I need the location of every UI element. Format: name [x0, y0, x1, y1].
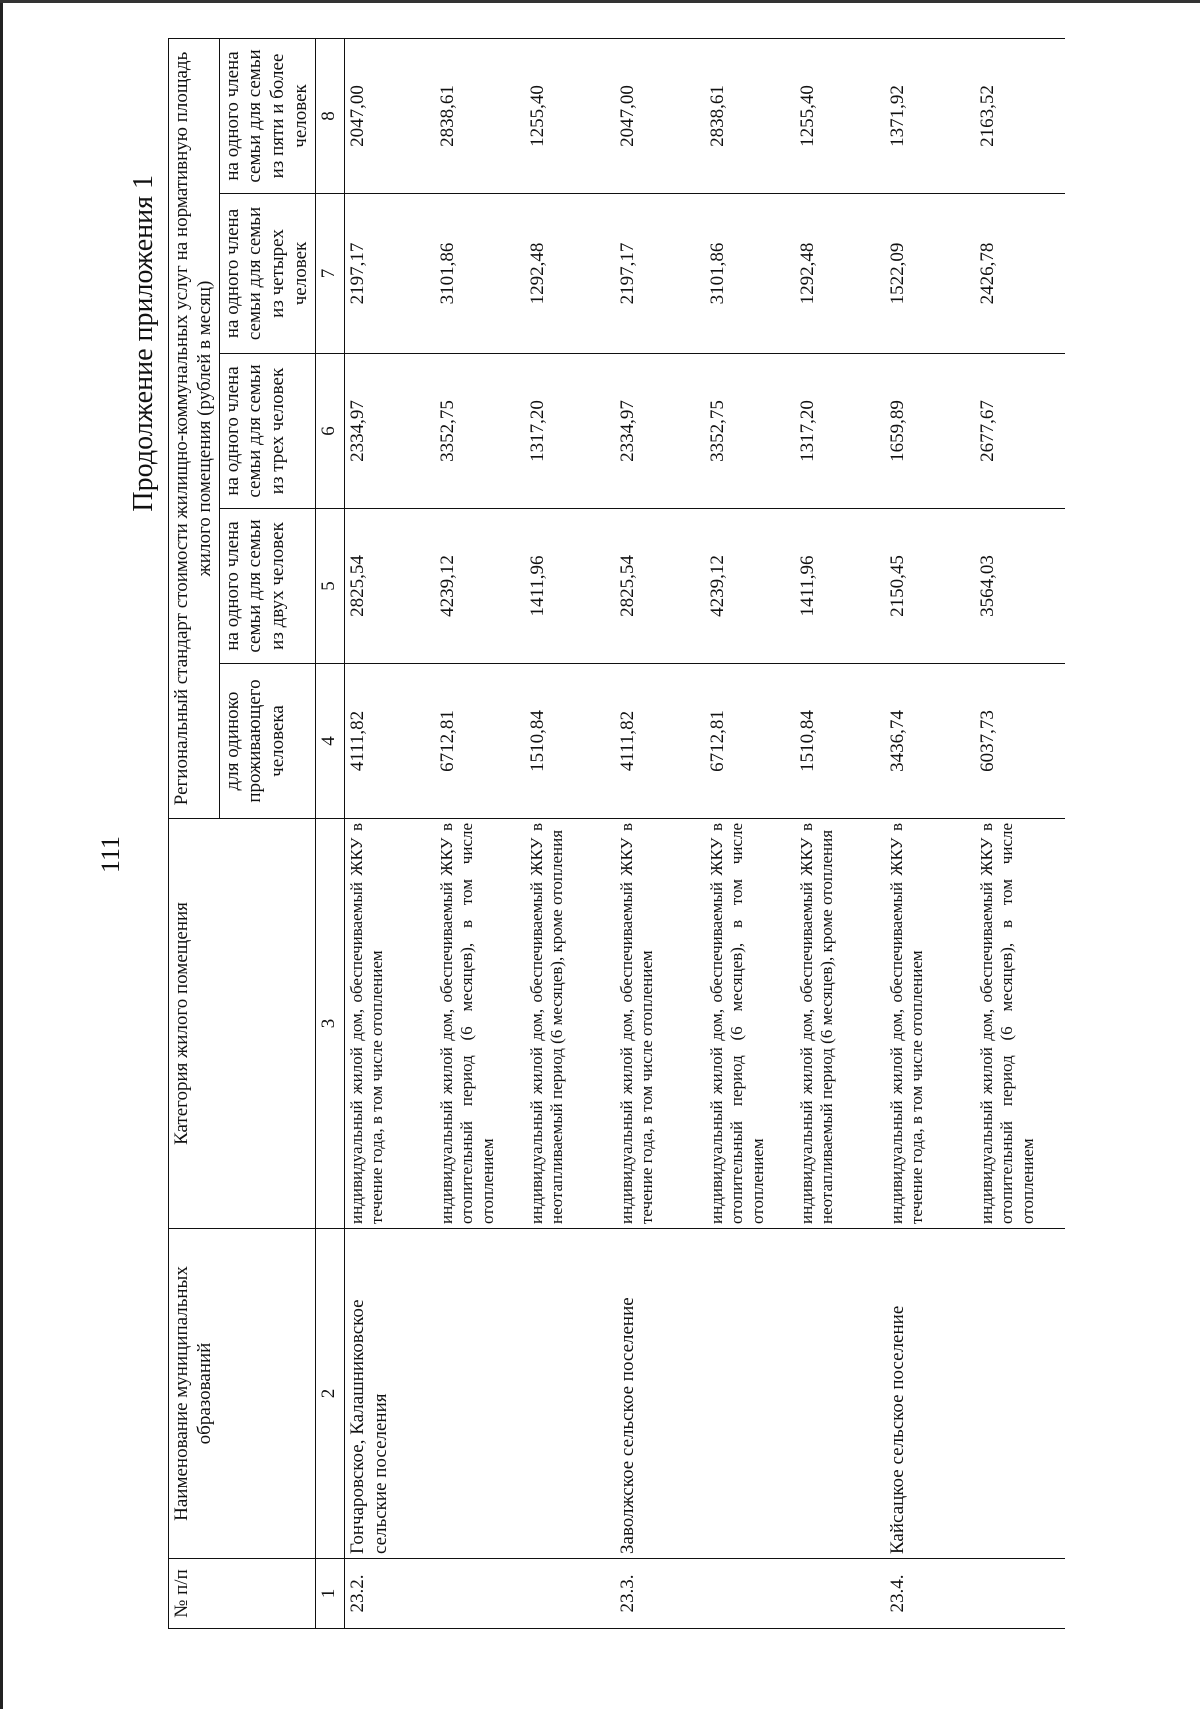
- value-cell: 1317,20: [525, 354, 615, 509]
- value-cell: 3352,75: [705, 354, 795, 509]
- value-cell: 2334,97: [615, 354, 705, 509]
- municipality-name: [975, 1229, 1065, 1559]
- header-sub: на одного члена семьи для семьи из двух человек: [219, 509, 315, 664]
- value-cell: 3101,86: [705, 194, 795, 354]
- value-cell: 1659,89: [885, 354, 975, 509]
- table-row: [615, 38, 705, 1628]
- header-sub: для одиноко проживающего человека: [219, 664, 315, 819]
- value-cell: 2047,00: [615, 38, 705, 193]
- table-row: [705, 38, 795, 1628]
- row-number: [975, 1559, 1065, 1629]
- housing-category: индивидуальный жилой дом, обеспечиваемый ЖКУ в течение года, в том числе отоплением: [885, 819, 975, 1229]
- value-cell: 2677,67: [975, 354, 1065, 509]
- housing-category: индивидуальный жилой дом, обеспечиваемый ЖКУ в неотапливаемый период (6 месяцев), кроме отопления: [525, 819, 615, 1229]
- column-index: 4: [315, 664, 344, 819]
- value-cell: 4111,82: [615, 664, 705, 819]
- value-cell: 1255,40: [795, 38, 885, 193]
- value-cell: 4239,12: [435, 509, 525, 664]
- value-cell: 3101,86: [435, 194, 525, 354]
- value-cell: 2163,52: [975, 38, 1065, 193]
- value-cell: 2334,97: [344, 354, 435, 509]
- value-cell: 2197,17: [344, 194, 435, 354]
- value-cell: 3436,74: [885, 664, 975, 819]
- value-cell: 1371,92: [885, 38, 975, 193]
- municipality-name: Заволжское сельское поселение: [615, 1229, 705, 1559]
- table-row: [344, 38, 435, 1628]
- row-number: 23.4.: [885, 1559, 975, 1629]
- standards-table: [168, 38, 1065, 1629]
- housing-category: индивидуальный жилой дом, обеспечиваемый ЖКУ в отопительный период (6 месяцев), в том числе отоплением: [435, 819, 525, 1229]
- column-index: 2: [315, 1229, 344, 1559]
- column-index: 7: [315, 194, 344, 354]
- municipality-name: [705, 1229, 795, 1559]
- row-number: [705, 1559, 795, 1629]
- row-number: [435, 1559, 525, 1629]
- header-num: № п/п: [169, 1559, 316, 1629]
- header-sub: на одного члена семьи для семьи из пяти и более человек: [219, 38, 315, 193]
- value-cell: 1522,09: [885, 194, 975, 354]
- column-index: 3: [315, 819, 344, 1229]
- value-cell: 6712,81: [435, 664, 525, 819]
- housing-category: индивидуальный жилой дом, обеспечиваемый ЖКУ в неотапливаемый период (6 месяцев), кроме отопления: [795, 819, 885, 1229]
- column-index: 1: [315, 1559, 344, 1629]
- column-index: 5: [315, 509, 344, 664]
- row-number: 23.3.: [615, 1559, 705, 1629]
- value-cell: 3352,75: [435, 354, 525, 509]
- value-cell: 2426,78: [975, 194, 1065, 354]
- value-cell: 2197,17: [615, 194, 705, 354]
- value-cell: 1292,48: [525, 194, 615, 354]
- value-cell: 1292,48: [795, 194, 885, 354]
- page-caption: Продолжение приложения 1: [128, 175, 159, 512]
- table-row: [525, 38, 615, 1628]
- header-sub: на одного члена семьи для семьи из трех человек: [219, 354, 315, 509]
- value-cell: 1255,40: [525, 38, 615, 193]
- value-cell: 1411,96: [525, 509, 615, 664]
- value-cell: 2825,54: [615, 509, 705, 664]
- housing-category: индивидуальный жилой дом, обеспечиваемый ЖКУ в течение года, в том числе отоплением: [615, 819, 705, 1229]
- value-cell: 4111,82: [344, 664, 435, 819]
- header-name: Наименование муниципальных образований: [169, 1229, 316, 1559]
- housing-category: индивидуальный жилой дом, обеспечиваемый ЖКУ в отопительный период (6 месяцев), в том числе отоплением: [975, 819, 1065, 1229]
- header-category: Категория жилого помещения: [169, 819, 316, 1229]
- municipality-name: Кайсацкое сельское поселение: [885, 1229, 975, 1559]
- value-cell: 1510,84: [525, 664, 615, 819]
- table-row: [435, 38, 525, 1628]
- header-sub: на одного члена семьи для семьи из четырех человек: [219, 194, 315, 354]
- header-standard: Региональный стандарт стоимости жилищно-коммунальных услуг на нормативную площадь жилого помещения (рублей в месяц): [169, 38, 220, 818]
- value-cell: 1411,96: [795, 509, 885, 664]
- value-cell: 1510,84: [795, 664, 885, 819]
- housing-category: индивидуальный жилой дом, обеспечиваемый ЖКУ в течение года, в том числе отоплением: [344, 819, 435, 1229]
- value-cell: 1317,20: [795, 354, 885, 509]
- value-cell: 2150,45: [885, 509, 975, 664]
- value-cell: 2047,00: [344, 38, 435, 193]
- value-cell: 4239,12: [705, 509, 795, 664]
- table-row: [885, 38, 975, 1628]
- value-cell: 2838,61: [435, 38, 525, 193]
- column-index: 6: [315, 354, 344, 509]
- housing-category: индивидуальный жилой дом, обеспечиваемый ЖКУ в отопительный период (6 месяцев), в том числе отоплением: [705, 819, 795, 1229]
- municipality-name: [795, 1229, 885, 1559]
- page-number: 111: [96, 835, 125, 874]
- row-number: [795, 1559, 885, 1629]
- row-number: 23.2.: [344, 1559, 435, 1629]
- value-cell: 3564,03: [975, 509, 1065, 664]
- column-index: 8: [315, 38, 344, 193]
- value-cell: 2838,61: [705, 38, 795, 193]
- row-number: [525, 1559, 615, 1629]
- municipality-name: [525, 1229, 615, 1559]
- value-cell: 6037,73: [975, 664, 1065, 819]
- value-cell: 6712,81: [705, 664, 795, 819]
- table-row: [975, 38, 1065, 1628]
- municipality-name: Гончаровское, Калашниковское сельские поселения: [344, 1229, 435, 1559]
- value-cell: 2825,54: [344, 509, 435, 664]
- municipality-name: [435, 1229, 525, 1559]
- table-row: [795, 38, 885, 1628]
